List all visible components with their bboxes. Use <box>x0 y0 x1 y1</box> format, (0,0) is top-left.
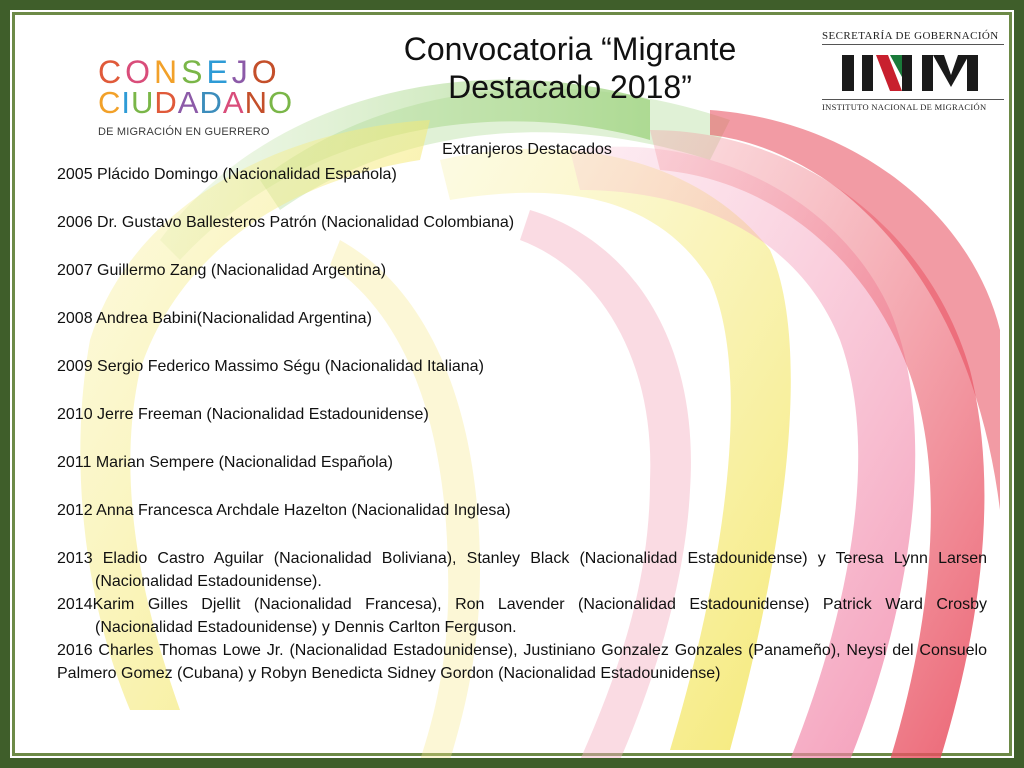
logo-letter: O <box>267 85 294 120</box>
list-item: 2014Karim Gilles Djellit (Nacionalidad Francesa), Ron Lavender (Nacionalidad Estadounidense) Patrick Ward Crosby (Nacionalidad Estadounidense) y Dennis Carlton Ferguson. <box>57 596 987 636</box>
list-item: 2007 Guillermo Zang (Nacionalidad Argentina) <box>57 262 387 279</box>
logo-consejo-word <box>98 54 281 90</box>
list-item: 2005 Plácido Domingo (Nacionalidad Española) <box>57 166 397 183</box>
list-item: 2013 Eladio Castro Aguilar (Nacionalidad Boliviana), Stanley Black (Nacionalidad Estadounidense) y Teresa Lynn Larsen (Nacionalidad Estadounidense). <box>57 550 987 590</box>
section-subtitle: Extranjeros Destacados <box>442 141 612 158</box>
logo-letter: J <box>231 54 252 90</box>
inm-logo-instituto: INSTITUTO NACIONAL DE MIGRACIÓN <box>822 99 1004 112</box>
logo-letter: O <box>251 54 281 90</box>
inm-logo-mark-icon <box>840 51 980 95</box>
logo-letter: U <box>131 85 155 120</box>
logo-letter: I <box>121 85 132 120</box>
logo-letter: A <box>177 85 200 120</box>
list-item: 2009 Sergio Federico Massimo Ségu (Nacionalidad Italiana) <box>57 358 484 375</box>
list-item: 2008 Andrea Babini(Nacionalidad Argentina) <box>57 310 372 327</box>
page-title <box>350 30 790 106</box>
logo-ciudadano-word <box>98 85 294 120</box>
logo-consejo-tagline: DE MIGRACIÓN EN GUERRERO <box>98 126 270 138</box>
inm-logo <box>822 30 1004 126</box>
list-item: 2011 Marian Sempere (Nacionalidad Española) <box>57 454 393 471</box>
consejo-ciudadano-logo <box>98 54 294 138</box>
logo-letter: D <box>199 85 223 120</box>
logo-letter: O <box>125 54 154 90</box>
list-item: 2006 Dr. Gustavo Ballesteros Patrón (Nacionalidad Colombiana) <box>57 214 515 231</box>
logo-letter: C <box>98 54 126 90</box>
list-item: 2016 Charles Thomas Lowe Jr. (Nacionalidad Estadounidense), Justiniano Gonzalez Gonzales (Panameño), Neysi del Consuelo Palmero Gomez (Cubana) y Robyn Benedicta Sidney Gordon (Nacionalidad Estadounidense) <box>57 642 987 682</box>
logo-letter: S <box>181 54 207 90</box>
title-line-1: Convocatoria “Migrante <box>403 31 737 67</box>
list-item: 2010 Jerre Freeman (Nacionalidad Estadounidense) <box>57 406 429 423</box>
title-line-2: Destacado 2018” <box>448 69 692 105</box>
logo-letter: N <box>244 85 268 120</box>
logo-letter: N <box>154 54 182 90</box>
logo-letter: E <box>206 54 232 90</box>
logo-letter: C <box>98 85 122 120</box>
logo-letter: D <box>154 85 178 120</box>
inm-logo-secretaria: SECRETARÍA DE GOBERNACIÓN <box>822 30 1004 45</box>
logo-letter: A <box>222 85 245 120</box>
honorees-list <box>57 163 987 685</box>
list-item: 2012 Anna Francesca Archdale Hazelton (Nacionalidad Inglesa) <box>57 502 511 519</box>
